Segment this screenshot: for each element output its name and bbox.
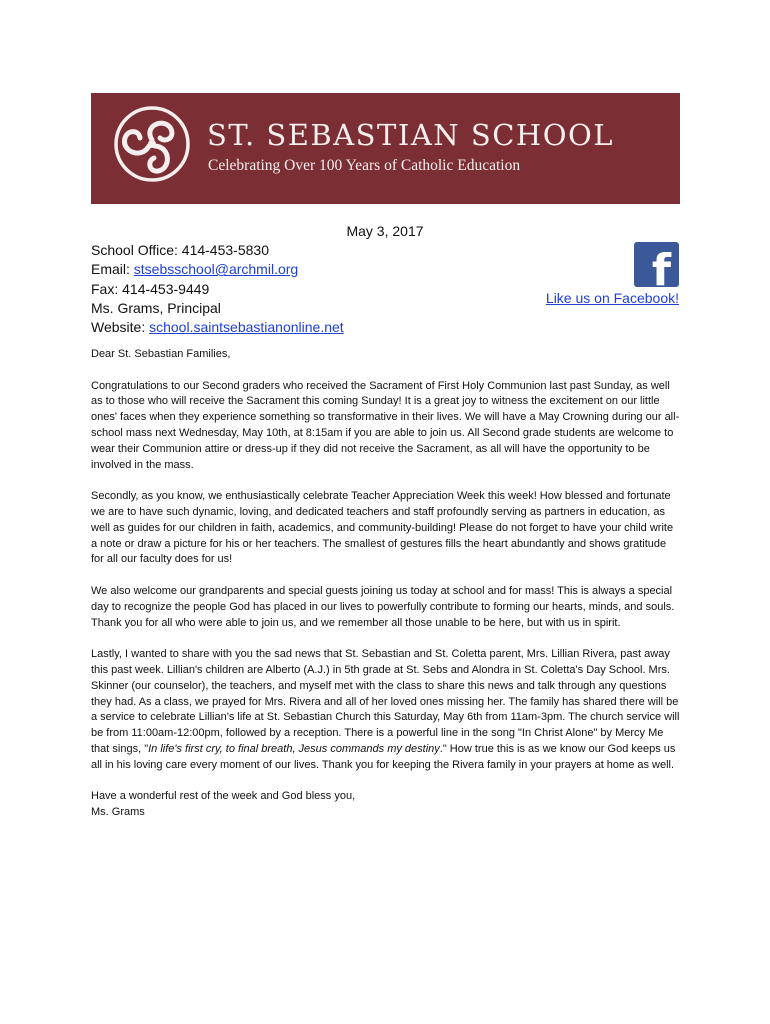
email-line <box>91 260 344 279</box>
triskele-logo-icon <box>113 105 191 183</box>
school-name: ST. SEBASTIAN SCHOOL <box>207 118 615 152</box>
facebook-icon-letter: f <box>651 245 671 296</box>
office-phone: School Office: 414-453-5830 <box>91 242 269 258</box>
email-link[interactable]: stsebsschool@archmil.org <box>133 261 299 278</box>
fax-number: Fax: 414-453-9449 <box>91 280 210 297</box>
letter-date: May 3, 2017 <box>346 223 424 239</box>
signature: Ms. Grams <box>91 806 145 819</box>
facebook-link[interactable]: Like us on Facebook! <box>545 290 679 306</box>
paragraph-condolence <box>91 647 681 773</box>
paragraph-communion: Congratulations to our Second graders who received the Sacrament of First Holy Communion last past Sunday, as well as to those who will receive the Sacrament this coming Sunday! It is a great joy to witness the excitement on our little ones' faces when they experience something so transformative in their lives. We will have a May Crowning during our all-school mass next Wednesday, May 10th, at 8:15am if you are able to join us. All Second grade students are welcome to wear their Communion attire or dress-up if they did not receive the Sacrament, as all will have the opportunity to be involved in the mass. <box>91 379 680 471</box>
contact-block <box>91 241 344 337</box>
paragraph-grandparents: We also welcome our grandparents and special guests joining us today at school and for mass! This is always a special day to recognize the people God has placed in our lives to powerfully contribute to forming our hearts, minds, and souls. Thank you for all who were able to join us, and we remember all those unable to be here, but with us in spirit. <box>91 584 675 629</box>
paragraph-teacher-appreciation: Secondly, as you know, we enthusiastically celebrate Teacher Appreciation Week this week! How blessed and fortunate we are to have such dynamic, loving, and dedicated teachers and staff profoundly serving as partners in education, as well as guides for our children in faith, academics, and community-building! Please do not forget to have your child write a note or draw a picture for his or her teachers. The smallest of gestures fills the heart abundantly and shows gratitude for all our faculty does for us! <box>91 490 674 566</box>
condolence-text-end: ." How true this is as we know our God keeps us all in his loving care every moment of our lives. Thank you for keeping the Rivera family in your prayers at home as well. <box>91 742 676 771</box>
closing-line: Have a wonderful rest of the week and God bless you, <box>91 790 356 803</box>
header-banner <box>91 93 680 204</box>
condolence-text-start: Lastly, I wanted to share with you the sad news that St. Sebastian and St. Coletta parent, Mrs. Lillian Rivera, past away this past week. Lillian's children are Alberto (A.J.) in 5th grade at St. Sebs and Alondra in St. Coletta's Day School. Mrs. Skinner (our counselor), the teachers, and myself met with the class to share this news and talk through any questions they had. As a class, we prayed for Mrs. Rivera and all of her loved ones missing her. The family has shared there will be a service to celebrate Lillian's life at St. Sebastian Church this Saturday, May 6th from 11am-3pm. The church service will be from 11:00am-12:00pm, followed by a reception. There is a powerful line in the song "In Christ Alone" by Mercy Me that sings, " <box>91 648 680 755</box>
letter-body <box>91 347 681 821</box>
salutation: Dear St. Sebastian Families, <box>91 348 231 360</box>
principal-name: Ms. Grams, Principal <box>91 299 221 316</box>
website-line <box>91 318 344 337</box>
facebook-icon[interactable] <box>634 242 679 296</box>
website-link[interactable]: school.saintsebastianonline.net <box>149 319 344 336</box>
website-label: Website: <box>91 319 150 336</box>
song-quote: In life's first cry, to final breath, Jesus commands my destiny <box>148 742 440 755</box>
school-tagline: Celebrating Over 100 Years of Catholic Education <box>208 157 521 174</box>
email-label: Email: <box>91 261 134 278</box>
